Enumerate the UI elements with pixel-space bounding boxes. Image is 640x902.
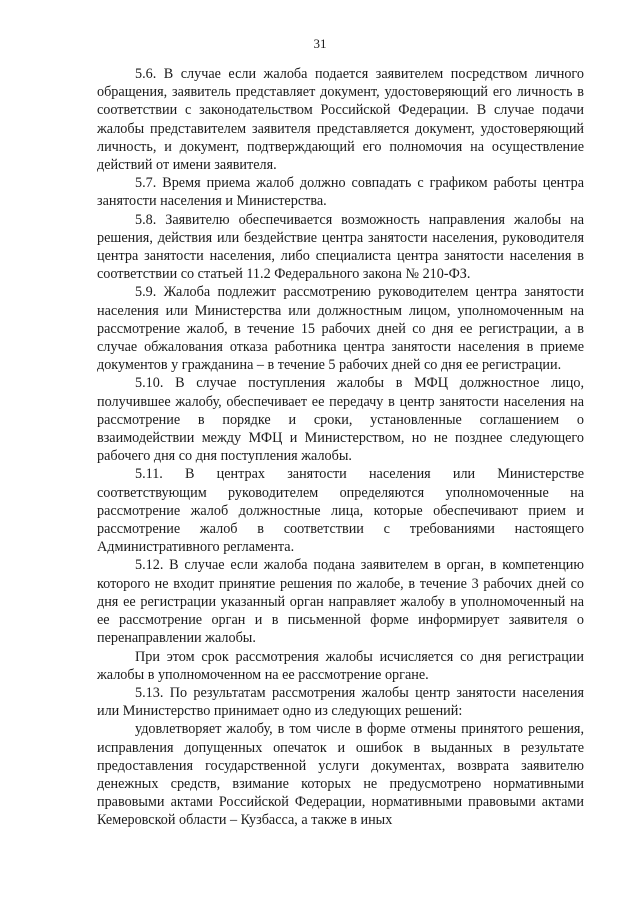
page-number: 31 xyxy=(313,36,327,51)
paragraph-5-12-term: При этом срок рассмотрения жалобы исчисляется со дня регистрации жалобы в уполномоченном на ее рассмотрение органе. xyxy=(97,648,584,683)
paragraph-5-9: 5.9. Жалоба подлежит рассмотрению руководителем центра занятости населения или Министерства или должностным лицом, уполномоченным на рассмотрение жалоб, в течение 15 рабочих дней со дня ее регистрации, а в случае обжалования отказа работника центра занятости населения в приеме документов у гражданина – в течение 5 рабочих дней со дня ее регистрации. xyxy=(97,284,584,374)
paragraph-5-13: 5.13. По результатам рассмотрения жалобы центр занятости населения или Министерство принимает одно из следующих решений: xyxy=(97,684,584,720)
paragraph-5-7: 5.7. Время приема жалоб должно совпадать с графиком работы центра занятости населения и Министерства. xyxy=(97,175,584,210)
document-body xyxy=(97,65,584,830)
paragraph-5-8: 5.8. Заявителю обеспечивается возможность направления жалобы на решения, действия или бездействие центра занятости населения, руководителя центра занятости населения, либо специалиста центра занятости населения в соответствии со статьей 11.2 Федерального закона № 210-ФЗ. xyxy=(97,211,584,283)
paragraph-5-11: 5.11. В центрах занятости населения или Министерстве соответствующим руководителем определяются уполномоченные на рассмотрение жалоб должностные лица, которые обеспечивают прием и рассмотрение жалоб в соответствии с требованиями настоящего Административного регламента. xyxy=(97,466,584,556)
paragraph-5-10: 5.10. В случае поступления жалобы в МФЦ должностное лицо, получившее жалобу, обеспечивает ее передачу в центр занятости населения на рассмотрение в порядке и сроки, установленные соглашением о взаимодействии между МФЦ и Министерством, но не позднее следующего рабочего дня со дня поступления жалобы. xyxy=(97,375,584,465)
paragraph-5-13-decision: удовлетворяет жалобу, в том числе в форме отмены принятого решения, исправления допущенных опечаток и ошибок в выданных в результате предоставления государственной услуги документах, возврата заявителю денежных средств, взимание которых не предусмотрено нормативными правовыми актами Российской Федерации, нормативными правовыми актами Кемеровской области – Кузбасса, а также в иных xyxy=(97,721,584,829)
paragraph-5-6: 5.6. В случае если жалоба подается заявителем посредством личного обращения, заявитель представляет документ, удостоверяющий его личность в соответствии с законодательством Российской Федерации. В случае подачи жалобы представителем заявителя представляется документ, удостоверяющий личность, и документ, подтверждающий его полномочия на осуществление действий от имени заявителя. xyxy=(97,66,584,174)
paragraph-5-12: 5.12. В случае если жалоба подана заявителем в орган, в компетенцию которого не входит принятие решения по жалобе, в течение 3 рабочих дней со дня ее регистрации указанный орган направляет жалобу в уполномоченный на ее рассмотрение орган и в письменной форме информирует заявителя о перенаправлении жалобы. xyxy=(97,557,584,647)
